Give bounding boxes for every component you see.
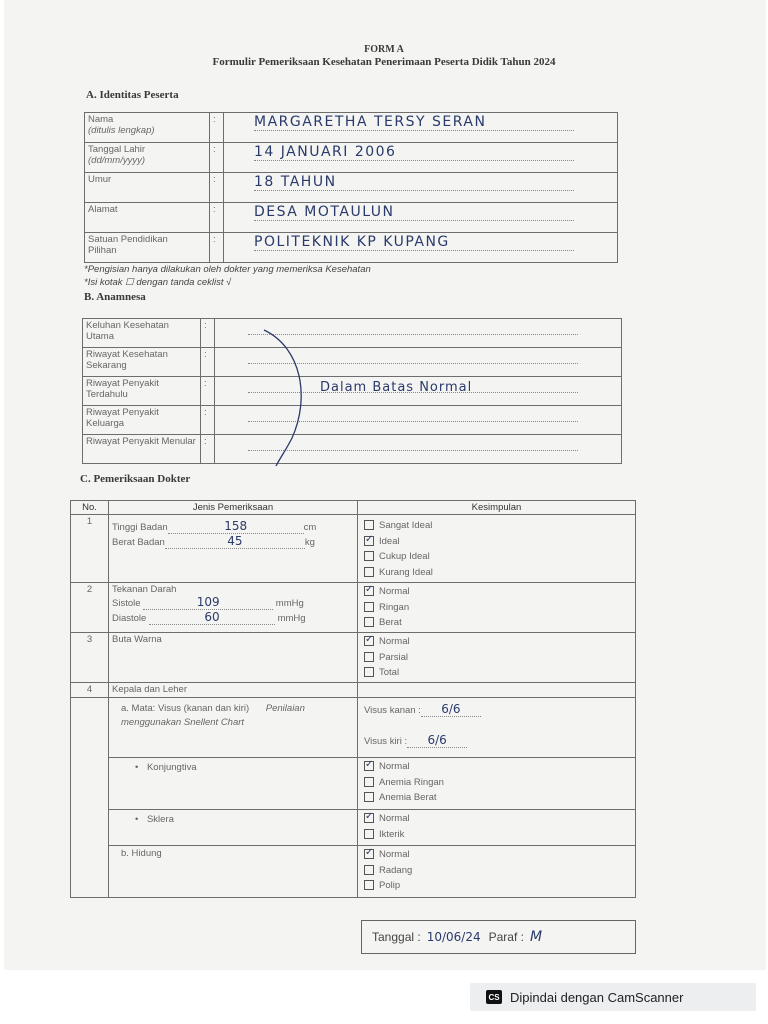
identitas-sublabel: (ditulis lengkap) xyxy=(88,125,155,136)
checkbox[interactable] xyxy=(364,667,374,677)
section-pemeriksaan-title: C. Pemeriksaan Dokter xyxy=(80,473,191,485)
option-label: Normal xyxy=(379,849,410,860)
form-label: FORM A xyxy=(364,44,404,55)
pemeriksaan-table xyxy=(70,500,636,898)
checkbox[interactable] xyxy=(364,567,374,577)
berat-badan-label: Berat Badan xyxy=(112,537,165,548)
tanggal-label: Tanggal : xyxy=(372,930,421,944)
identitas-row: Alamat : DESA MOTAULUN xyxy=(85,203,618,233)
hidung-label: b. Hidung xyxy=(109,846,358,898)
row-no: 1 xyxy=(71,515,109,583)
identitas-label: Nama xyxy=(88,114,114,125)
mata-label: a. Mata: Visus (kanan dan kiri) xyxy=(121,703,250,714)
nama-value: MARGARETHA TERSY SERAN xyxy=(254,114,574,131)
option-label: Ringan xyxy=(379,601,410,613)
identitas-row: Tanggal Lahir (dd/mm/yyyy) : 14 JANUARI 2006 xyxy=(85,143,618,173)
option-label: Polip xyxy=(379,880,401,891)
option-label: Total xyxy=(379,667,400,678)
visus-kanan-label: Visus kanan : xyxy=(364,705,421,716)
table-row xyxy=(71,515,636,583)
checkbox[interactable] xyxy=(364,551,374,561)
diastole-value: 60 xyxy=(204,610,220,624)
option-label: Cukup Ideal xyxy=(379,551,430,562)
option-label: Ideal xyxy=(379,535,400,547)
checkbox-checked[interactable] xyxy=(364,636,374,646)
anamnesa-label: Riwayat Penyakit Menular xyxy=(83,435,201,464)
checkbox[interactable] xyxy=(364,829,374,839)
tekanan-darah-label: Tekanan Darah xyxy=(112,584,177,595)
checkbox[interactable] xyxy=(364,652,374,662)
section-anamnesa-title: B. Anamnesa xyxy=(84,291,146,303)
anamnesa-label: Riwayat Penyakit Keluarga xyxy=(83,406,201,435)
anamnesa-handwritten: Dalam Batas Normal xyxy=(320,380,473,395)
option-label: Anemia Ringan xyxy=(379,776,444,788)
option-label: Normal xyxy=(379,636,410,647)
row-no: 4 xyxy=(71,683,109,698)
table-row xyxy=(71,633,636,683)
identitas-label: Umur xyxy=(88,174,112,185)
col-no: No. xyxy=(71,501,109,515)
tanggal-value: 10/06/24 xyxy=(426,930,481,944)
checkbox-checked[interactable] xyxy=(364,849,374,859)
mata-note: Penilaian menggunakan Snellent Chart xyxy=(121,703,305,728)
sistole-unit: mmHg xyxy=(275,598,304,609)
option-label: Ikterik xyxy=(379,828,405,840)
anamnesa-row: Riwayat Penyakit Terdahulu : Dalam Batas Normal xyxy=(83,377,622,406)
identitas-label: Tanggal Lahir xyxy=(88,144,146,155)
identitas-sublabel: Pilihan xyxy=(88,245,117,256)
identitas-table xyxy=(84,112,618,263)
anamnesa-label: Riwayat Penyakit Terdahulu xyxy=(83,377,201,406)
anamnesa-row: Keluhan Kesehatan Utama : xyxy=(83,319,622,348)
sklera-label: Sklera xyxy=(146,814,174,825)
section-identitas-title: A. Identitas Peserta xyxy=(86,89,179,101)
table-row xyxy=(71,846,636,898)
note-ceklist: *Isi kotak ☐ dengan tanda ceklist √ xyxy=(84,277,232,288)
paraf-label: Paraf : xyxy=(488,930,524,944)
checkbox[interactable] xyxy=(364,792,374,802)
anamnesa-label: Keluhan Kesehatan Utama xyxy=(83,319,201,348)
konjungtiva-label: Konjungtiva xyxy=(146,762,197,773)
identitas-label: Alamat xyxy=(88,204,118,215)
tinggi-badan-unit: cm xyxy=(303,522,317,533)
bracket-mark xyxy=(262,328,312,468)
tinggi-badan-label: Tinggi Badan xyxy=(112,522,168,533)
identitas-row: Satuan Pendidikan Pilihan : POLITEKNIK KP KUPANG xyxy=(85,233,618,263)
umur-value: 18 TAHUN xyxy=(254,174,574,191)
checkbox[interactable] xyxy=(364,880,374,890)
diastole-label: Diastole xyxy=(112,613,147,624)
note-pengisian: *Pengisian hanya dilakukan oleh dokter yang memeriksa Kesehatan xyxy=(84,264,371,275)
identitas-row: Umur : 18 TAHUN xyxy=(85,173,618,203)
anamnesa-table xyxy=(82,318,622,464)
anamnesa-row: Riwayat Penyakit Keluarga : xyxy=(83,406,622,435)
diastole-unit: mmHg xyxy=(277,613,306,624)
option-label: Normal xyxy=(379,586,410,597)
checkbox-checked[interactable] xyxy=(364,813,374,823)
option-label: Parsial xyxy=(379,651,409,663)
anamnesa-row: Riwayat Penyakit Menular : xyxy=(83,435,622,464)
col-jenis: Jenis Pemeriksaan xyxy=(109,501,358,515)
signature-box xyxy=(361,920,636,954)
sistole-label: Sistole xyxy=(112,598,141,609)
table-row: • Konjungtiva ✓ Normal Anemia Ringan Anemia Berat xyxy=(71,758,636,810)
table-row xyxy=(71,683,636,698)
checkbox-checked[interactable] xyxy=(364,586,374,596)
option-label: Normal xyxy=(379,761,410,772)
kepala-leher-label: Kepala dan Leher xyxy=(109,683,358,698)
option-label: Normal xyxy=(379,813,410,824)
row-no: 3 xyxy=(71,633,109,683)
checkbox-checked[interactable] xyxy=(364,761,374,771)
option-label: Kurang Ideal xyxy=(379,566,433,578)
anamnesa-label: Riwayat Kesehatan Sekarang xyxy=(83,348,201,377)
camscanner-footer xyxy=(470,983,756,1011)
identitas-label: Satuan Pendidikan xyxy=(88,234,168,245)
buta-warna-label: Buta Warna xyxy=(109,633,358,683)
row-no: 2 xyxy=(71,583,109,633)
checkbox[interactable] xyxy=(364,617,374,627)
checkbox[interactable] xyxy=(364,520,374,530)
tinggi-badan-value: 158 xyxy=(224,519,248,533)
option-label: Berat xyxy=(379,617,402,628)
visus-kanan-value: 6/6 xyxy=(441,702,461,716)
table-row xyxy=(71,698,636,758)
tanggal-lahir-value: 14 JANUARI 2006 xyxy=(254,144,574,161)
checkbox-checked[interactable] xyxy=(364,536,374,546)
visus-kiri-label: Visus kiri : xyxy=(364,736,408,747)
checkbox[interactable] xyxy=(364,777,374,787)
table-row xyxy=(71,583,636,633)
camscanner-text: Dipindai dengan CamScanner xyxy=(510,989,684,1005)
option-label: Anemia Berat xyxy=(379,792,437,803)
identitas-sublabel: (dd/mm/yyyy) xyxy=(88,155,145,166)
satuan-pendidikan-value: POLITEKNIK KP KUPANG xyxy=(254,234,574,251)
checkbox[interactable] xyxy=(364,865,374,875)
option-label: Radang xyxy=(379,864,413,876)
checkbox[interactable] xyxy=(364,602,374,612)
berat-badan-value: 45 xyxy=(227,534,243,548)
berat-badan-unit: kg xyxy=(304,537,315,548)
visus-kiri-value: 6/6 xyxy=(427,733,447,747)
table-row: • Sklera ✓ Normal Ikterik xyxy=(71,810,636,846)
paraf-signature: M xyxy=(529,929,543,945)
camscanner-logo-icon: CS xyxy=(486,990,502,1004)
option-label: Sangat Ideal xyxy=(379,520,433,531)
alamat-value: DESA MOTAULUN xyxy=(254,204,574,221)
identitas-row: Nama (ditulis lengkap) : MARGARETHA TERSY SERAN xyxy=(85,113,618,143)
sistole-value: 109 xyxy=(196,595,220,609)
form-title: Formulir Pemeriksaan Kesehatan Penerimaan Peserta Didik Tahun 2024 xyxy=(212,56,556,68)
anamnesa-row: Riwayat Kesehatan Sekarang : xyxy=(83,348,622,377)
col-kesimpulan: Kesimpulan xyxy=(358,501,636,515)
